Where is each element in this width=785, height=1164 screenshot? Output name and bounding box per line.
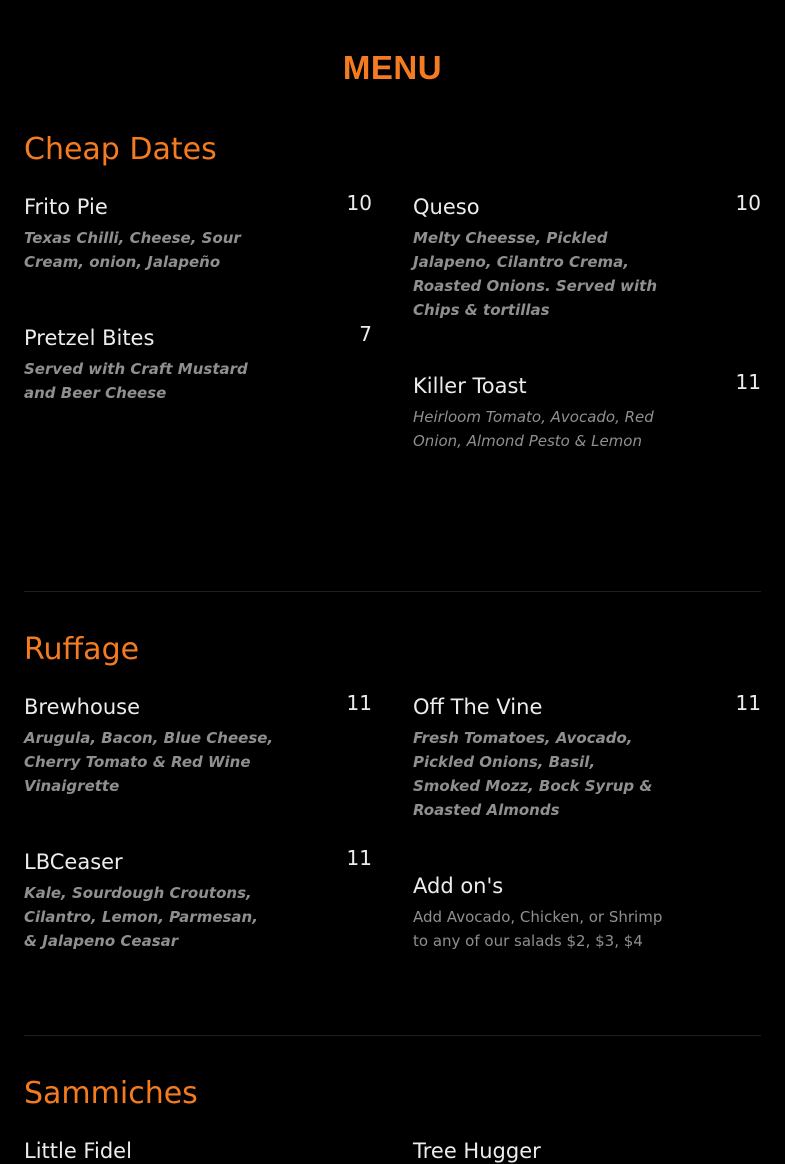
item-name: LBCeaser xyxy=(24,850,123,874)
item-name: Pretzel Bites xyxy=(24,326,155,350)
menu-item-little-fidel xyxy=(24,1138,372,1164)
menu-item-killer-toast xyxy=(413,370,761,453)
item-price: 11 xyxy=(735,370,761,394)
menu-title: MENU xyxy=(342,49,443,86)
item-name: Killer Toast xyxy=(413,374,527,398)
item-name: Tree Hugger xyxy=(413,1139,541,1163)
item-price: 11 xyxy=(735,691,761,715)
item-name: Little Fidel xyxy=(24,1139,132,1163)
menu-item-queso xyxy=(413,191,761,322)
item-name: Brewhouse xyxy=(24,695,141,719)
item-description: Add Avocado, Chicken, or Shrimp to any of our salads $2, $3, $4 xyxy=(413,908,663,950)
item-price: 11 xyxy=(346,691,372,715)
section-divider xyxy=(24,1035,761,1036)
menu-item-pretzel-bites xyxy=(24,322,372,405)
item-description: Arugula, Bacon, Blue Cheese, Cherry Tomato & Red Wine Vinaigrette xyxy=(24,729,274,795)
menu-item-lbceaser xyxy=(24,846,372,953)
item-description: Served with Craft Mustard and Beer Cheese xyxy=(24,360,248,402)
item-name: Off The Vine xyxy=(413,695,543,719)
item-description: Heirloom Tomato, Avocado, Red Onion, Almond Pesto & Lemon xyxy=(413,408,654,450)
menu-item-frito-pie xyxy=(24,191,372,274)
item-name: Queso xyxy=(413,195,480,219)
item-description: Kale, Sourdough Croutons, Cilantro, Lemon, Parmesan, & Jalapeno Ceasar xyxy=(24,884,258,950)
menu-item-brewhouse xyxy=(24,691,372,798)
menu-item-tree-hugger xyxy=(413,1138,761,1164)
item-price: 10 xyxy=(346,191,372,215)
menu-item-off-the-vine xyxy=(413,691,761,822)
section-title-ruffage: Ruffage xyxy=(24,632,140,667)
section-title-cheap-dates: Cheap Dates xyxy=(24,132,217,167)
item-description: Fresh Tomatoes, Avocado, Pickled Onions, Basil, Smoked Mozz, Bock Syrup & Roasted Almonds xyxy=(413,729,653,819)
section-divider xyxy=(24,591,761,592)
item-description: Texas Chilli, Cheese, Sour Cream, onion, Jalapeño xyxy=(24,229,241,271)
item-name: Add on's xyxy=(413,874,504,898)
menu-item-add-ons xyxy=(413,873,761,953)
item-description: Melty Cheesse, Pickled Jalapeno, Cilantro Crema, Roasted Onions. Served with Chips & tortillas xyxy=(413,229,657,319)
item-name: Frito Pie xyxy=(24,195,108,219)
item-price: 7 xyxy=(359,322,372,346)
section-title-sammiches: Sammiches xyxy=(24,1076,198,1111)
item-price: 11 xyxy=(346,846,372,870)
item-price: 10 xyxy=(735,191,761,215)
